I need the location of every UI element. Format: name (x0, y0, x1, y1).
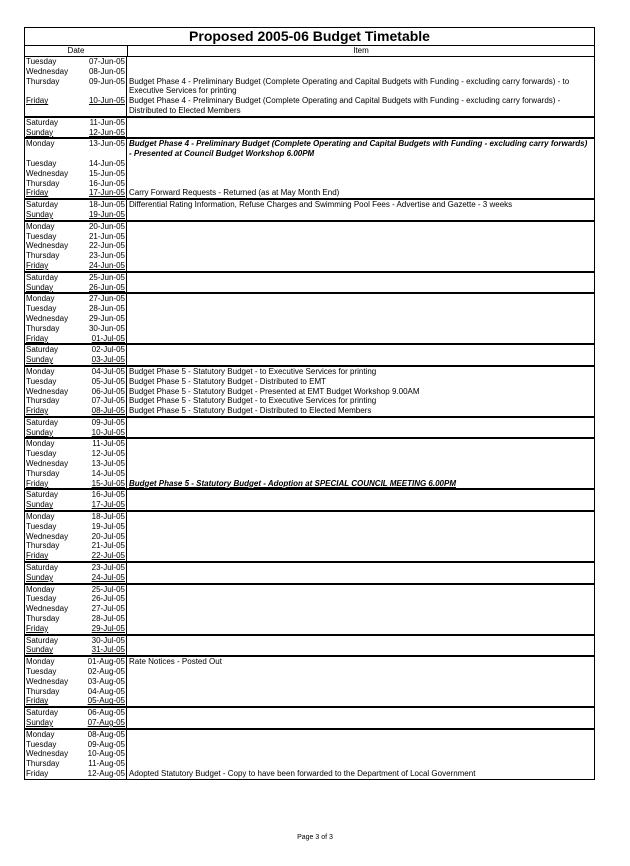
day-cell: Thursday (26, 323, 60, 333)
day-cell: Friday (26, 478, 49, 488)
table-row (25, 304, 594, 314)
table-row (25, 334, 594, 346)
item-cell (127, 179, 594, 189)
item-cell (127, 687, 594, 697)
date-cell: 13-Jul-05 (83, 459, 127, 469)
day-cell: Sunday (26, 209, 54, 219)
table-row (25, 169, 594, 179)
table-row (25, 294, 594, 304)
day-cell: Sunday (26, 500, 54, 510)
date-cell: 23-Jul-05 (83, 563, 127, 573)
item-cell (127, 273, 594, 283)
day-cell: Wednesday (26, 386, 69, 396)
item-cell (127, 449, 594, 459)
day-cell: Saturday (26, 345, 59, 355)
item-cell (127, 490, 594, 500)
date-cell: 16-Jun-05 (83, 179, 127, 189)
item-cell (127, 283, 594, 293)
item-cell (127, 169, 594, 179)
date-cell: 14-Jul-05 (83, 469, 127, 479)
table-row (25, 730, 594, 740)
day-cell: Monday (26, 512, 55, 522)
day-cell: Monday (26, 366, 55, 376)
day-cell: Wednesday (26, 604, 69, 614)
item-cell (127, 439, 594, 449)
day-cell: Saturday (26, 563, 59, 573)
item-cell (127, 718, 594, 728)
item-cell (127, 304, 594, 314)
item-cell (127, 585, 594, 595)
date-cell: 05-Aug-05 (83, 696, 127, 706)
item-cell (127, 334, 594, 344)
item-cell (127, 645, 594, 655)
table-row (25, 687, 594, 697)
item-cell: Carry Forward Requests - Returned (as at May Month End) (129, 188, 340, 198)
date-cell: 29-Jul-05 (83, 624, 127, 634)
day-cell: Thursday (26, 686, 60, 696)
table-row (25, 500, 594, 512)
date-cell: 08-Aug-05 (83, 730, 127, 740)
table-row (25, 377, 594, 387)
date-cell: 02-Jul-05 (83, 345, 127, 355)
date-cell: 06-Aug-05 (83, 708, 127, 718)
table-row (25, 283, 594, 295)
date-cell: 20-Jul-05 (83, 532, 127, 542)
item-cell (127, 159, 594, 169)
item-cell (127, 128, 594, 138)
table-row (25, 769, 594, 779)
day-cell: Friday (26, 333, 49, 343)
item-cell (127, 355, 594, 365)
item-cell (127, 222, 594, 232)
table-row (25, 428, 594, 440)
date-cell: 20-Jun-05 (83, 222, 127, 232)
date-cell: 04-Jul-05 (83, 367, 127, 377)
date-cell: 22-Jun-05 (83, 241, 127, 251)
table-row (25, 179, 594, 189)
date-column-header: Date (25, 46, 128, 56)
date-cell: 15-Jul-05 (83, 479, 127, 489)
day-cell: Saturday (26, 200, 59, 210)
item-cell (127, 324, 594, 334)
day-cell: Friday (26, 260, 49, 270)
item-cell: Adopted Statutory Budget - Copy to have been forwarded to the Department of Local Government (129, 768, 476, 778)
date-cell: 25-Jul-05 (83, 585, 127, 595)
table-row (25, 439, 594, 449)
date-cell: 21-Jun-05 (83, 232, 127, 242)
item-cell (127, 696, 594, 706)
table-row (25, 367, 594, 377)
item-cell (127, 551, 594, 561)
table-row (25, 624, 594, 636)
table-row (25, 418, 594, 428)
table-row (25, 740, 594, 750)
table-row (25, 345, 594, 355)
day-cell: Sunday (26, 127, 54, 137)
date-cell: 29-Jun-05 (83, 314, 127, 324)
date-cell: 13-Jun-05 (83, 139, 127, 159)
date-cell: 28-Jun-05 (83, 304, 127, 314)
item-cell: Budget Phase 4 - Preliminary Budget (Complete Operating and Capital Budgets with Funding - excluding carry forwards) - Distributed to Elected Members (129, 96, 561, 115)
table-row (25, 645, 594, 657)
table-row (25, 563, 594, 573)
table-row (25, 67, 594, 77)
date-cell: 18-Jun-05 (83, 200, 127, 210)
date-cell: 04-Aug-05 (83, 687, 127, 697)
date-cell: 18-Jul-05 (83, 512, 127, 522)
item-cell (127, 563, 594, 573)
date-cell: 25-Jun-05 (83, 273, 127, 283)
day-cell: Monday (26, 729, 55, 739)
table-row (25, 96, 594, 118)
table-row (25, 324, 594, 334)
table-row (25, 708, 594, 718)
date-cell: 08-Jul-05 (83, 406, 127, 416)
item-cell (127, 241, 594, 251)
date-cell: 11-Aug-05 (83, 759, 127, 769)
item-cell (127, 469, 594, 479)
date-cell: 07-Jul-05 (83, 396, 127, 406)
day-cell: Sunday (26, 355, 54, 365)
day-cell: Thursday (26, 251, 60, 261)
table-row (25, 57, 594, 67)
table-row (25, 677, 594, 687)
item-cell (127, 624, 594, 634)
date-cell: 27-Jun-05 (83, 294, 127, 304)
item-cell (127, 118, 594, 128)
day-cell: Wednesday (26, 168, 69, 178)
item-cell (127, 418, 594, 428)
table-row (25, 159, 594, 169)
table-row (25, 261, 594, 273)
day-cell: Sunday (26, 645, 54, 655)
date-cell: 24-Jun-05 (83, 261, 127, 271)
table-header (25, 46, 594, 57)
day-cell: Tuesday (26, 231, 57, 241)
table-row (25, 532, 594, 542)
date-cell: 01-Jul-05 (83, 334, 127, 344)
table-row (25, 469, 594, 479)
table-row (25, 749, 594, 759)
date-cell: 11-Jul-05 (83, 439, 127, 449)
item-cell (127, 294, 594, 304)
day-cell: Friday (26, 188, 49, 198)
day-cell: Tuesday (26, 158, 57, 168)
item-column-header: Item (353, 46, 369, 55)
date-cell: 26-Jul-05 (83, 594, 127, 604)
table-row (25, 210, 594, 222)
day-cell: Friday (26, 696, 49, 706)
table-row (25, 657, 594, 667)
item-cell (127, 261, 594, 271)
day-cell: Monday (26, 294, 55, 304)
item-cell: Budget Phase 5 - Statutory Budget - Presented at EMT Budget Workshop 9.00AM (129, 386, 420, 396)
date-cell: 15-Jun-05 (83, 169, 127, 179)
table-row (25, 232, 594, 242)
day-cell: Friday (26, 406, 49, 416)
day-cell: Tuesday (26, 376, 57, 386)
day-cell: Monday (26, 139, 55, 149)
day-cell: Thursday (26, 396, 60, 406)
item-cell (127, 594, 594, 604)
date-cell: 28-Jul-05 (83, 614, 127, 624)
table-row (25, 314, 594, 324)
date-cell: 30-Jun-05 (83, 324, 127, 334)
date-cell: 27-Jul-05 (83, 604, 127, 614)
table-row (25, 251, 594, 261)
day-cell: Tuesday (26, 57, 57, 66)
day-cell: Friday (26, 96, 49, 106)
date-cell: 06-Jul-05 (83, 387, 127, 397)
table-row (25, 479, 594, 491)
date-cell: 03-Aug-05 (83, 677, 127, 687)
table-row (25, 118, 594, 128)
day-cell: Monday (26, 221, 55, 231)
day-cell: Wednesday (26, 313, 69, 323)
item-cell (127, 459, 594, 469)
day-cell: Wednesday (26, 241, 69, 251)
date-cell: 11-Jun-05 (83, 118, 127, 128)
item-cell: Rate Notices - Posted Out (129, 657, 222, 667)
table-row (25, 696, 594, 708)
date-cell: 10-Jul-05 (83, 428, 127, 438)
item-cell: Budget Phase 4 - Preliminary Budget (Complete Operating and Capital Budgets with Funding - excluding carry forwards) - Presented at Council Budget Workshop 6.00PM (129, 139, 588, 159)
day-cell: Saturday (26, 417, 59, 427)
table-row (25, 241, 594, 251)
table-row (25, 387, 594, 397)
date-cell: 05-Jul-05 (83, 377, 127, 387)
table-row (25, 614, 594, 624)
date-cell: 12-Jun-05 (83, 128, 127, 138)
date-cell: 01-Aug-05 (83, 657, 127, 667)
item-cell: Budget Phase 5 - Statutory Budget - Distributed to Elected Members (129, 406, 372, 416)
item-cell: Budget Phase 5 - Statutory Budget - to Executive Services for printing (129, 366, 377, 376)
day-cell: Thursday (26, 76, 60, 86)
table-row (25, 459, 594, 469)
day-cell: Tuesday (26, 449, 57, 459)
day-cell: Thursday (26, 614, 60, 624)
item-cell: Budget Phase 5 - Statutory Budget - to Executive Services for printing (129, 396, 377, 406)
item-cell: Budget Phase 5 - Statutory Budget - Adoption at SPECIAL COUNCIL MEETING 6.00PM (129, 478, 456, 488)
day-cell: Friday (26, 623, 49, 633)
day-cell: Saturday (26, 635, 59, 645)
table-row (25, 718, 594, 730)
day-cell: Wednesday (26, 66, 69, 76)
item-cell (127, 428, 594, 438)
table-row (25, 273, 594, 283)
item-cell (127, 708, 594, 718)
item-cell: Budget Phase 4 - Preliminary Budget (Complete Operating and Capital Budgets with Funding - excluding carry forwards) - to Executive Services for printing (129, 76, 570, 96)
item-cell (127, 740, 594, 750)
item-cell (127, 210, 594, 220)
item-cell (127, 314, 594, 324)
table-row (25, 573, 594, 585)
day-cell: Sunday (26, 282, 54, 292)
date-cell: 30-Jul-05 (83, 636, 127, 646)
page-title: Proposed 2005-06 Budget Timetable (25, 28, 594, 46)
date-cell: 24-Jul-05 (83, 573, 127, 583)
day-cell: Monday (26, 439, 55, 449)
item-cell (127, 532, 594, 542)
item-cell (127, 345, 594, 355)
date-cell: 19-Jul-05 (83, 522, 127, 532)
date-cell: 12-Jul-05 (83, 449, 127, 459)
budget-timetable-table (24, 27, 595, 780)
table-row (25, 77, 594, 97)
day-cell: Tuesday (26, 521, 57, 531)
date-cell: 07-Jun-05 (83, 57, 127, 67)
item-cell (127, 232, 594, 242)
day-cell: Sunday (26, 718, 54, 727)
table-row (25, 200, 594, 210)
item-cell (127, 667, 594, 677)
table-row (25, 128, 594, 140)
day-cell: Tuesday (26, 739, 57, 749)
table-row (25, 449, 594, 459)
table-row (25, 667, 594, 677)
day-cell: Wednesday (26, 676, 69, 686)
table-body (25, 57, 594, 779)
day-cell: Wednesday (26, 459, 69, 469)
item-cell (127, 677, 594, 687)
table-row (25, 522, 594, 532)
item-cell (127, 614, 594, 624)
date-cell: 23-Jun-05 (83, 251, 127, 261)
date-cell: 02-Aug-05 (83, 667, 127, 677)
item-cell (127, 749, 594, 759)
item-cell: Budget Phase 5 - Statutory Budget - Distributed to EMT (129, 376, 326, 386)
item-cell (127, 512, 594, 522)
date-cell: 14-Jun-05 (83, 159, 127, 169)
day-cell: Thursday (26, 759, 60, 769)
day-cell: Friday (26, 768, 49, 778)
item-cell (127, 522, 594, 532)
day-cell: Saturday (26, 117, 59, 127)
date-cell: 09-Jun-05 (83, 77, 127, 97)
table-row (25, 139, 594, 159)
date-cell: 22-Jul-05 (83, 551, 127, 561)
date-cell: 08-Jun-05 (83, 67, 127, 77)
table-row (25, 585, 594, 595)
day-cell: Tuesday (26, 304, 57, 314)
table-row (25, 222, 594, 232)
day-cell: Saturday (26, 490, 59, 500)
date-cell: 09-Jul-05 (83, 418, 127, 428)
day-cell: Saturday (26, 272, 59, 282)
page-number: Page 3 of 3 (297, 834, 333, 841)
day-cell: Thursday (26, 178, 60, 188)
table-row (25, 541, 594, 551)
day-cell: Thursday (26, 468, 60, 478)
item-cell (127, 636, 594, 646)
item-cell (127, 604, 594, 614)
date-cell: 07-Aug-05 (83, 718, 127, 728)
date-cell: 31-Jul-05 (83, 645, 127, 655)
date-cell: 26-Jun-05 (83, 283, 127, 293)
table-row (25, 188, 594, 200)
day-cell: Saturday (26, 708, 59, 718)
day-cell: Thursday (26, 541, 60, 551)
date-cell: 17-Jun-05 (83, 188, 127, 198)
item-cell (127, 500, 594, 510)
date-cell: 10-Aug-05 (83, 749, 127, 759)
date-cell: 09-Aug-05 (83, 740, 127, 750)
table-row (25, 636, 594, 646)
table-row (25, 594, 594, 604)
date-cell: 12-Aug-05 (83, 769, 127, 779)
day-cell: Tuesday (26, 594, 57, 604)
item-cell (127, 57, 594, 67)
table-row (25, 759, 594, 769)
table-row (25, 551, 594, 563)
date-cell: 17-Jul-05 (83, 500, 127, 510)
table-row (25, 512, 594, 522)
day-cell: Wednesday (26, 531, 69, 541)
day-cell: Tuesday (26, 667, 57, 677)
item-cell (127, 541, 594, 551)
table-row (25, 355, 594, 367)
item-cell (127, 67, 594, 77)
day-cell: Sunday (26, 572, 54, 582)
day-cell: Monday (26, 584, 55, 594)
date-cell: 21-Jul-05 (83, 541, 127, 551)
day-cell: Monday (26, 657, 55, 667)
item-cell: Differential Rating Information, Refuse Charges and Swimming Pool Fees - Advertise and Gazette - 3 weeks (129, 200, 513, 210)
day-cell: Wednesday (26, 749, 69, 759)
table-row (25, 490, 594, 500)
day-cell: Friday (26, 551, 49, 561)
table-row (25, 604, 594, 614)
item-cell (127, 573, 594, 583)
date-cell: 19-Jun-05 (83, 210, 127, 220)
table-row (25, 406, 594, 418)
table-row (25, 396, 594, 406)
item-cell (127, 251, 594, 261)
date-cell: 10-Jun-05 (83, 96, 127, 116)
date-cell: 03-Jul-05 (83, 355, 127, 365)
item-cell (127, 730, 594, 740)
item-cell (127, 759, 594, 769)
day-cell: Sunday (26, 427, 54, 437)
date-cell: 16-Jul-05 (83, 490, 127, 500)
